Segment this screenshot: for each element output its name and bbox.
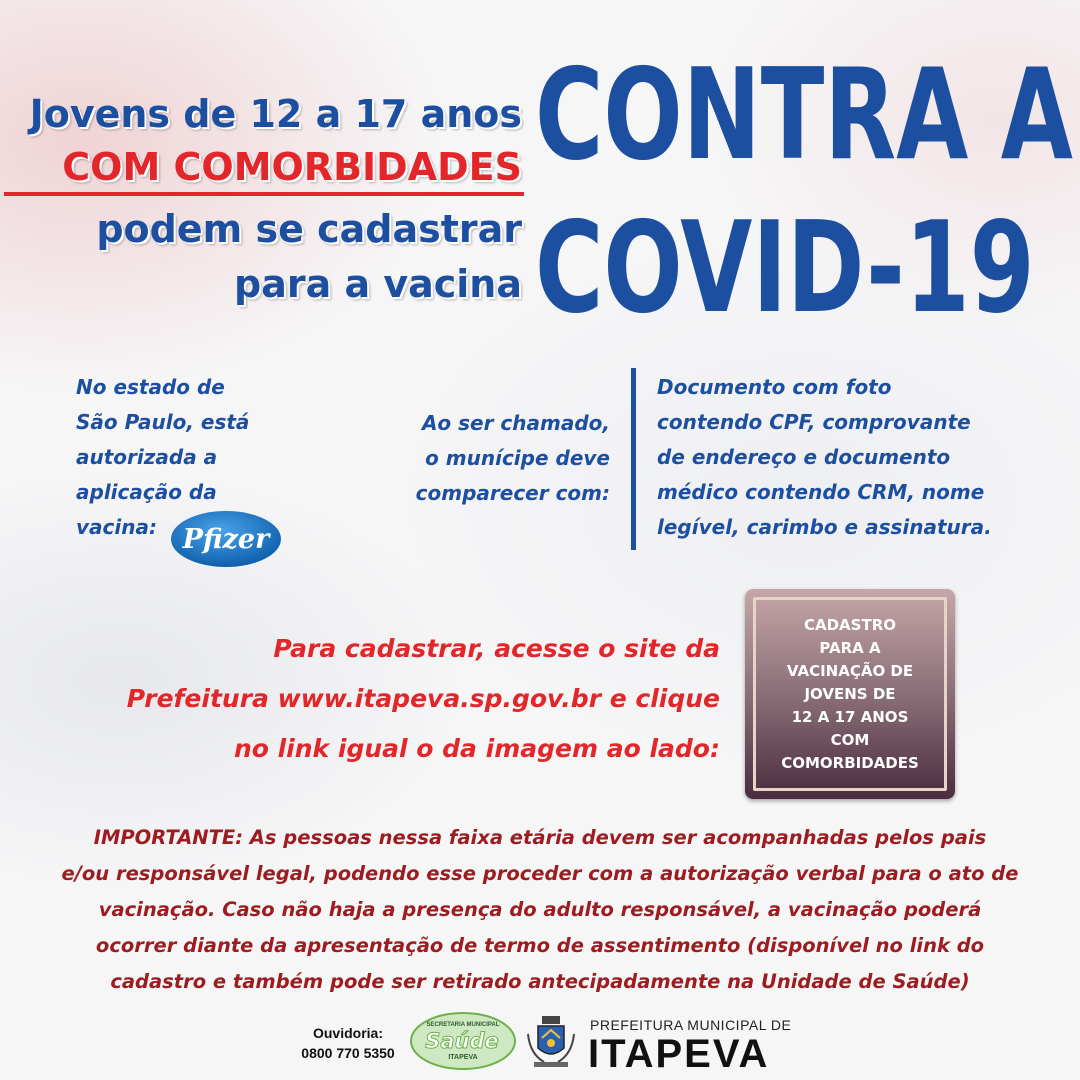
title-contra-a: CONTRA A (535, 41, 1073, 188)
title-covid-19: COVID-19 (535, 194, 1035, 341)
important-notice (0, 820, 1080, 1000)
documents-list (657, 370, 992, 545)
card-line: VACINAÇÃO DE (786, 661, 914, 680)
card-line: PARA A (819, 638, 881, 657)
important-line: ocorrer diante da apresentação de termo de assentimento (disponível no link do (95, 934, 985, 957)
register-line: no link igual o da imagem ao lado: (233, 734, 720, 763)
documents-line: Documento com foto (657, 375, 892, 399)
ouvidoria-label: Ouvidoria: (312, 1025, 383, 1041)
important-line: cadastro e também pode ser retirado antecipadamente na Unidade de Saúde) (110, 970, 970, 993)
call-info-line: Ao ser chamado, (421, 411, 610, 435)
documents-line: médico contendo CRM, nome (657, 480, 985, 504)
important-line: e/ou responsável legal, podendo esse proceder com a autorização verbal para o ato de (61, 862, 1019, 885)
pfizer-logo (170, 510, 282, 568)
saude-logo-main: Saúde (425, 1029, 499, 1053)
saude-logo (410, 1012, 516, 1070)
divider-bar (631, 368, 636, 550)
headline-comorbidades: COM COMORBIDADES (62, 145, 522, 189)
pfizer-logo-text: Pfizer (182, 524, 270, 555)
prefeitura-city: ITAPEVA (588, 1032, 770, 1076)
call-info (416, 406, 610, 511)
card-line: JOVENS DE (804, 684, 896, 703)
documents-line: de endereço e documento (657, 445, 951, 469)
state-info-line: vacina: (76, 515, 157, 539)
state-info-line: aplicação da (76, 480, 217, 504)
register-instructions (127, 624, 720, 774)
documents-line: contendo CPF, comprovante (657, 410, 971, 434)
important-line: vacinação. Caso não haja a presença do adulto responsável, a vacinação poderá (98, 898, 982, 921)
state-info-line: No estado de (76, 375, 225, 399)
card-line: CADASTRO (803, 615, 896, 634)
call-info-line: o munícipe deve (425, 446, 610, 470)
card-line: 12 A 17 ANOS (791, 707, 909, 726)
registration-card-frame (753, 597, 947, 791)
important-line: IMPORTANTE: As pessoas nessa faixa etária devem ser acompanhadas pelos pais (93, 826, 987, 849)
card-line: COM (830, 730, 870, 749)
card-line: COMORBIDADES (781, 753, 919, 772)
saude-logo-bottom: ITAPEVA (448, 1054, 478, 1061)
headline-line-3: podem se cadastrar (96, 207, 522, 251)
register-line: Prefeitura www.itapeva.sp.gov.br e clique (126, 684, 720, 713)
headline-line-1: Jovens de 12 a 17 anos (29, 92, 522, 136)
state-info-line: autorizada a (76, 445, 218, 469)
city-coat-of-arms-icon (522, 1014, 580, 1072)
prefeitura-label: PREFEITURA MUNICIPAL DE (590, 1017, 792, 1033)
call-info-line: comparecer com: (415, 481, 610, 505)
documents-line: legível, carimbo e assinatura. (657, 515, 992, 539)
ouvidoria (292, 1023, 404, 1063)
headline-underline (4, 192, 524, 196)
registration-link-card (745, 589, 955, 799)
register-line: Para cadastrar, acesse o site da (273, 634, 720, 663)
headline-line-4: para a vacina (234, 262, 522, 306)
ouvidoria-phone: 0800 770 5350 (301, 1045, 395, 1061)
state-info-line: São Paulo, está (76, 410, 250, 434)
saude-logo-top: SECRETARIA MUNICIPAL (426, 1022, 500, 1028)
